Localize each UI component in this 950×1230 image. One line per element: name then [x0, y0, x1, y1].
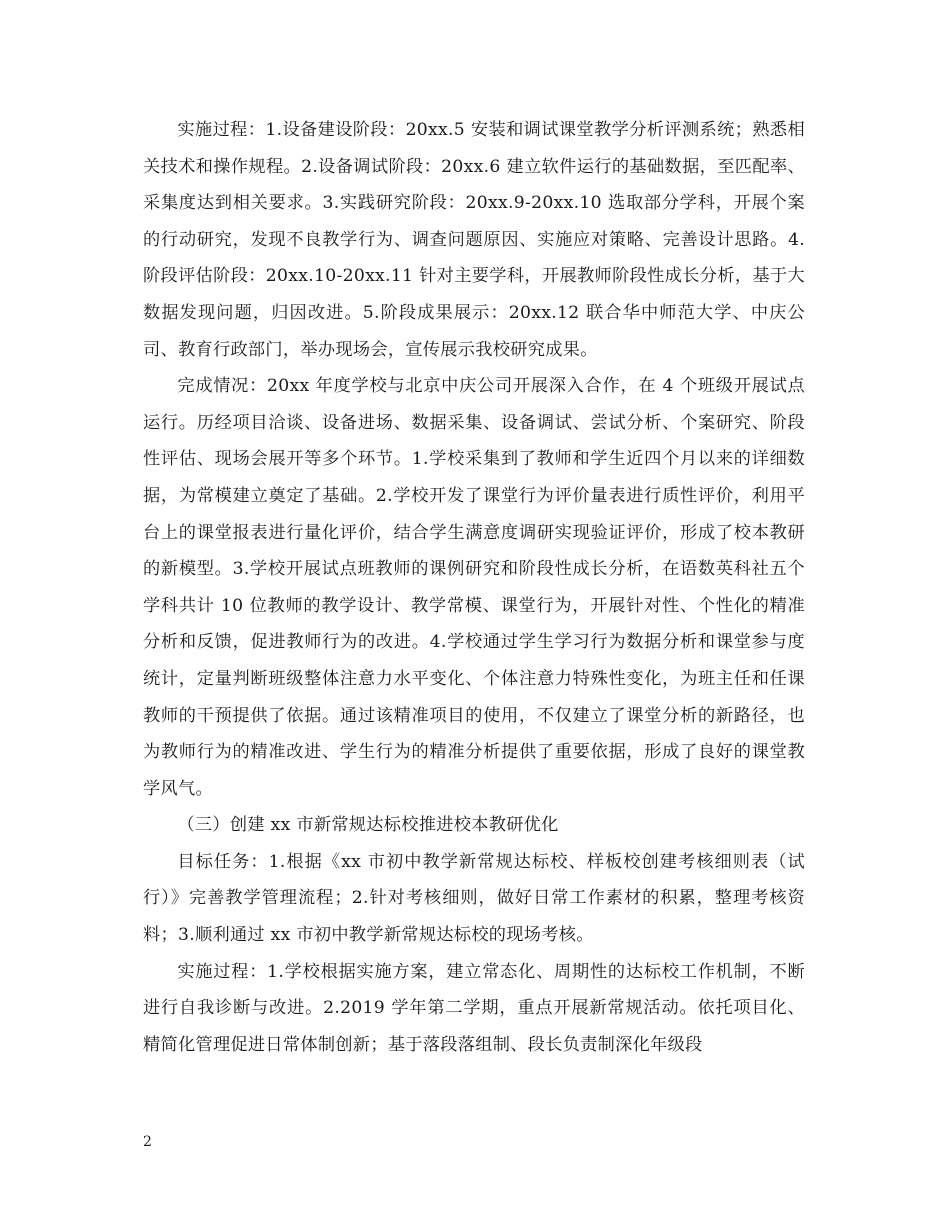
paragraph-completion-status: 完成情况：20xx 年度学校与北京中庆公司开展深入合作，在 4 个班级开展试点运行。历经项目洽谈、设备进场、数据采集、设备调试、尝试分析、个案研究、阶段性评估、现场会展开等多个环节。1.学校采集到了教师和学生近四个月以来的详细数据，为常模建立奠定了基础。2.学校开发了课堂行为评价量表进行质性评价，利用平台上的课堂报表进行量化评价，结合学生满意度调研实现验证评价，形成了校本教研的新模型。3.学校开展试点班教师的课例研究和阶段性成长分析，在语数英科社五个学科共计 10 位教师的教学设计、教学常模、课堂行为，开展针对性、个性化的精准分析和反馈，促进教师行为的改进。4.学校通过学生学习行为数据分析和课堂参与度统计，定量判断班级整体注意力水平变化、个体注意力特殊性变化，为班主任和任课教师的干预提供了依据。通过该精准项目的使用，不仅建立了课堂分析的新路径，也为教师行为的精准改进、学生行为的精准分析提供了重要依据，形成了良好的课堂教学风气。 [143, 376, 805, 799]
document-body [143, 112, 805, 1063]
paragraph-implementation-process-2: 实施过程：1.学校根据实施方案，建立常态化、周期性的达标校工作机制，不断进行自我诊断与改进。2.2019 学年第二学期，重点开展新常规活动。依托项目化、精简化管理促进日常体制创新；基于落段落组制、段长负责制深化年级段 [143, 961, 805, 1055]
paragraph-target-tasks: 目标任务：1.根据《xx 市初中教学新常规达标校、样板校创建考核细则表（试行）》完善教学管理流程；2.针对考核细则，做好日常工作素材的积累，整理考核资料；3.顺利通过 xx 市初中教学新常规达标校的现场考核。 [143, 851, 805, 946]
section-heading-3: （三）创建 xx 市新常规达标校推进校本教研优化 [177, 815, 559, 836]
paragraph-implementation-process-1: 实施过程：1.设备建设阶段：20xx.5 安装和调试课堂教学分析评测系统；熟悉相关技术和操作规程。2.设备调试阶段：20xx.6 建立软件运行的基础数据，至匹配率、采集度达到相关要求。3.实践研究阶段：20xx.9-20xx.10 选取部分学科，开展个案的行动研究，发现不良教学行为、调查问题原因、实施应对策略、完善设计思路。4.阶段评估阶段：20xx.10-20xx.11 针对主要学科，开展教师阶段性成长分析，基于大数据发现问题，归因改进。5.阶段成果展示：20xx.12 联合华中师范大学、中庆公司、教育行政部门，举办现场会，宣传展示我校研究成果。 [143, 120, 805, 360]
page-number: 2 [143, 1134, 152, 1150]
